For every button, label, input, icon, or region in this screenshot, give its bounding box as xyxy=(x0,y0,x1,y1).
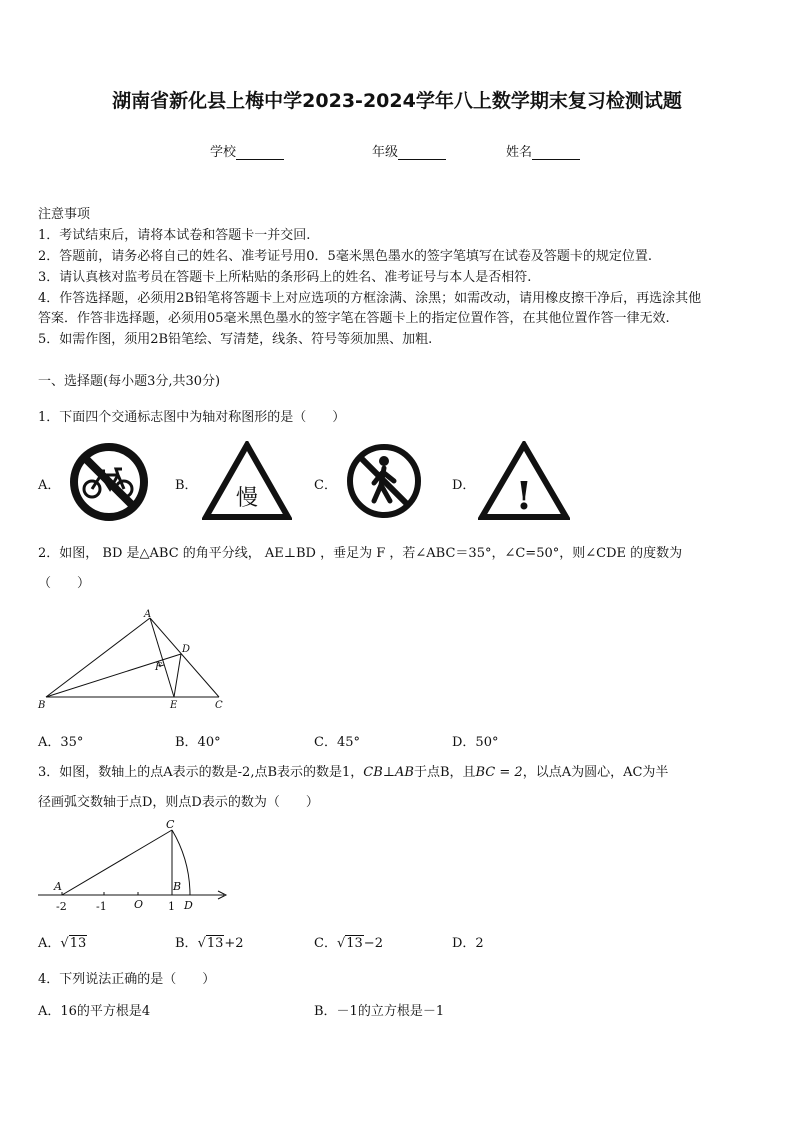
q3-label-o: O xyxy=(134,898,144,911)
exclamation-char: ! xyxy=(515,473,533,518)
q3-option-a[interactable]: A．√13 xyxy=(38,936,87,951)
q3-condition-perp: CB⊥AB xyxy=(363,765,414,780)
q2-option-c[interactable]: C．45° xyxy=(314,735,360,750)
school-blank xyxy=(236,147,284,160)
q3-option-c-tail: −2 xyxy=(363,936,383,951)
school-label: 学校 xyxy=(210,145,237,160)
q2-label-d: D xyxy=(182,644,191,655)
grade-blank xyxy=(398,147,446,160)
q2-option-d[interactable]: D．50° xyxy=(452,735,499,750)
q3-stem-part: 于点B，且 xyxy=(413,765,476,780)
q3-label-a: A xyxy=(54,880,62,893)
q3-stem xyxy=(38,761,668,780)
page-title: 湖南省新化县上梅中学2023-2024学年八上数学期末复习检测试题 xyxy=(112,90,682,112)
q3-option-c-radicand: 13 xyxy=(346,936,363,951)
q3-stem-line2: 径画弧交数轴于点D，则点D表示的数为（ ） xyxy=(38,795,319,810)
q3-option-b-tail: +2 xyxy=(224,936,244,951)
grade-field xyxy=(372,141,446,160)
q3-option-a-label: A． xyxy=(38,936,61,951)
q4-option-b[interactable]: B．－1的立方根是－1 xyxy=(314,1004,445,1019)
q2-option-b[interactable]: B．40° xyxy=(175,735,221,750)
section-heading: 一、选择题(每小题3分,共30分) xyxy=(38,374,221,389)
q3-label-b: B xyxy=(173,880,182,893)
warning-triangle-sign-icon xyxy=(478,441,570,521)
grade-label: 年级 xyxy=(372,145,399,160)
q3-stem-part: ，以点A为圆心，AC为半 xyxy=(522,765,669,780)
q2-label-e: E xyxy=(170,700,178,711)
q3-option-d[interactable]: D．2 xyxy=(452,936,484,951)
q3-label-d: D xyxy=(184,899,193,912)
q1-option-b[interactable]: B． xyxy=(175,478,198,493)
q3-option-a-radicand: 13 xyxy=(69,936,87,951)
q2-stem-paren: （ ） xyxy=(38,576,91,591)
q3-stem-part: 3．如图，数轴上的点A表示的数是-2,点B表示的数是1， xyxy=(38,765,364,780)
q3-option-b-label: B． xyxy=(175,936,198,951)
notice-item: 4．作答选择题，必须用2B铅笔将答题卡上对应选项的方框涂满、涂黑；如需改动，请用橡皮擦干净后，再选涂其他 xyxy=(38,291,702,306)
notice-item: 5．如需作图，须用2B铅笔绘、写清楚，线条、符号等须加黑、加粗. xyxy=(38,332,433,347)
no-bicycle-sign-icon xyxy=(68,441,150,523)
name-label: 姓名 xyxy=(506,145,533,160)
notice-item: 1．考试结束后，请将本试卷和答题卡一并交回. xyxy=(38,228,311,243)
q1-option-a[interactable]: A． xyxy=(38,478,61,493)
slow-sign-char: 慢 xyxy=(235,486,259,511)
q1-stem: 1．下面四个交通标志图中为轴对称图形的是（ ） xyxy=(38,410,346,425)
no-pedestrian-sign-icon xyxy=(344,441,424,521)
notice-item: 2．答题前，请务必将自己的姓名、准考证号用0．5毫米黑色墨水的签字笔填写在试卷及答题卡的规定位置. xyxy=(38,249,652,264)
notice-item: 3．请认真核对监考员在答题卡上所粘贴的条形码上的姓名、准考证号与本人是否相符. xyxy=(38,270,532,285)
q3-tick-label: -1 xyxy=(96,900,107,913)
q2-triangle-diagram xyxy=(34,606,234,714)
q3-option-b-radicand: 13 xyxy=(206,936,224,951)
q3-tick-label: -2 xyxy=(56,900,67,913)
name-field xyxy=(506,141,580,160)
slow-triangle-sign-icon xyxy=(202,441,292,521)
q2-label-c: C xyxy=(215,700,223,711)
school-field xyxy=(210,141,284,160)
q3-number-line-diagram xyxy=(34,816,234,916)
notice-heading: 注意事项 xyxy=(38,207,91,222)
q3-tick-label: 1 xyxy=(168,900,175,913)
notice-item: 答案．作答非选择题，必须用05毫米黑色墨水的签字笔在答题卡上的指定位置作答，在其他位置作答一律无效. xyxy=(38,311,670,326)
q1-option-d[interactable]: D． xyxy=(452,478,476,493)
q2-label-a: A xyxy=(144,609,152,620)
q4-option-a[interactable]: A．16的平方根是4 xyxy=(38,1004,151,1019)
q3-option-c-label: C． xyxy=(314,936,337,951)
q3-condition-bc: BC = 2 xyxy=(475,765,523,780)
q2-label-b: B xyxy=(38,700,46,711)
q4-stem: 4．下列说法正确的是（ ） xyxy=(38,972,216,987)
q2-stem: 2．如图， BD 是△ABC 的角平分线， AE⊥BD ，垂足为 F ，若∠ABC＝35°，∠C=50°，则∠CDE 的度数为 xyxy=(38,546,683,561)
q3-option-c[interactable]: C．√13−2 xyxy=(314,936,383,951)
q2-option-a[interactable]: A．35° xyxy=(38,735,84,750)
q3-label-c: C xyxy=(166,818,175,831)
name-blank xyxy=(532,147,580,160)
q2-label-f: F xyxy=(155,662,162,673)
q1-option-c[interactable]: C． xyxy=(314,478,337,493)
q3-option-b[interactable]: B．√13+2 xyxy=(175,936,244,951)
